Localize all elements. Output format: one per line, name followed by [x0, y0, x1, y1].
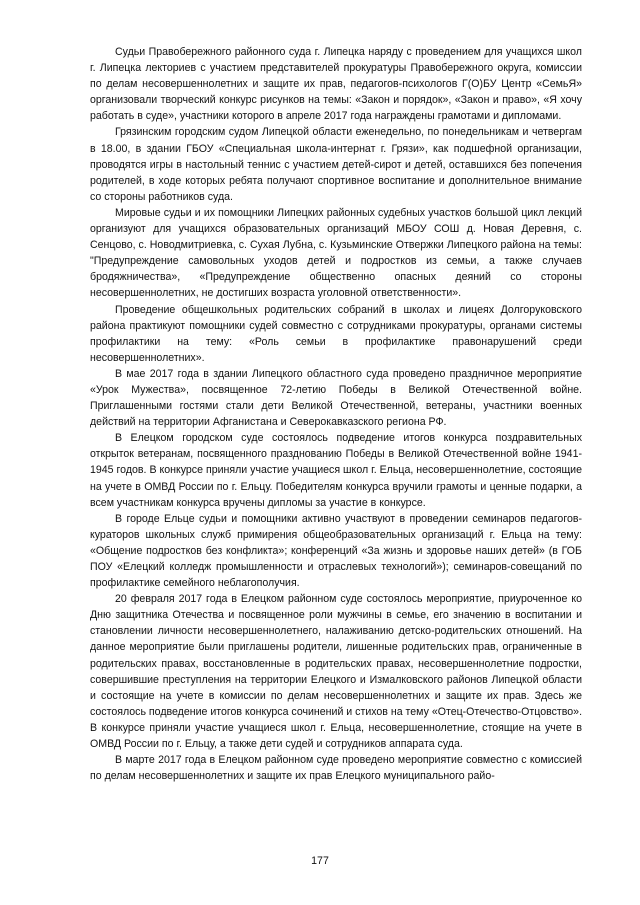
page-number: 177 — [311, 855, 329, 867]
paragraph-yelets-city-contest: В Елецком городском суде состоялось подведение итогов конкурса поздравительных открыток ветеранам, посвященного празднованию Победы в Великой Отечественной войне 1941-1945 годов. В конкурсе приняли участие учащиеся школ г. Ельца, несовершеннолетние, состоящие на учете в ОМВД России по г. Ельцу. Победителям конкурса вручили грамоты и ценные подарки, а всем участникам конкурса вручены дипломы за участие в конкурсе. — [90, 432, 582, 509]
paragraph-magistrate-lectures: Мировые судьи и их помощники Липецких районных судебных участков большой цикл лекций организуют для учащихся образовательных организаций МБОУ СОШ д. Новая Деревня, с. Сенцово, с. Новодмитриевка, с. Сухая Лубна, с. Кузьминские Отвержки Липецкого района на темы: "Предупреждение самовольных уходов детей и подростков из семьи, а также случаев бродяжничества», «Предупреждение общественно опасных деяний со стороны несовершеннолетних, не достигших возраста уголовной ответственности». — [90, 206, 582, 300]
paragraph-defender-day-event: 20 февраля 2017 года в Елецком районном суде состоялось мероприятие, приуроченное ко Дню защитника Отечества и посвященное роли мужчины в семье, его значению в воспитании и становлении личности несовершеннолетнего, налаживанию детско-родительских отношений. На данное мероприятие были приглашены родители, лишенные родительских прав, ограниченные в родительских правах, восстановленные в родительских правах, несовершеннолетние подростки, совершившие преступления на территории Елецкого и Измалковского районов Липецкой области и состоящие на учете в комиссии по делам несовершеннолетних и защите их прав. Здесь же состоялось подведение итогов конкурса сочинений и стихов на тему «Отец-Отечество-Отцовство». В конкурсе приняли участие учащиеся школ г. Ельца, несовершеннолетние, стоящие на учете в ОМВД России по г. Ельцу, а также дети судей и сотрудников аппарата суда. — [90, 593, 583, 751]
paragraph-lesson-of-courage: В мае 2017 года в здании Липецкого областного суда проведено праздничное мероприятие «Урок Мужества», посвященное 72-летию Победы в Великой Отечественной войне. Приглашенными гостями стали дети Великой Отечественной, ветераны, участники военных действий на территории Афганистана и Северокавказского региона РФ. — [90, 367, 582, 429]
paragraph-march-event: В марте 2017 года в Елецком районном суде проведено мероприятие совместно с комиссией по делам несовершеннолетних и защите их прав Елецкого муниципального райо- — [90, 754, 582, 783]
paragraph-pravoberezhny-court: Судьи Правобережного районного суда г. Липецка наряду с проведением для учащихся школ г. Липецка лекториев с участием представителей прокуратуры Правобережного округа, комиссии по делам несовершеннолетних и защите их прав, педагогов-психологов Г(О)БУ Центр «СемьЯ» организовали творческий конкурс рисунков на темы: «Закон и порядок», «Закон и право», «Я хочу работать в суде», участники которого в апреле 2017 года награждены грамотами и дипломами. — [90, 46, 582, 123]
paragraph-parent-meetings: Проведение общешкольных родительских собраний в школах и лицеях Долгоруковского района практикуют помощники судей совместно с сотрудниками прокуратуры, органами системы профилактики на тему: «Роль семьи в профилактике правонарушений среди несовершеннолетних». — [90, 303, 582, 364]
document-body — [90, 44, 582, 784]
paragraph-yelets-seminars: В городе Ельце судьи и помощники активно участвуют в проведении семинаров педагогов-кураторов школьных служб примирения общеобразовательных организаций г. Ельца на тему: «Общение подростков без конфликта»; конференций «За жизнь и здоровье наших детей» (в ГОБ ПОУ «Елецкий колледж промышленности и отраслевых технологий»); семинаров-совещаний по профилактике семейного неблагополучия. — [90, 512, 582, 590]
paragraph-gryazi-court: Грязинским городским судом Липецкой области еженедельно, по понедельникам и четвергам в 18.00, в здании ГБОУ «Специальная школа-интернат г. Грязи», как подшефной организации, проводятся игры в настольный теннис с участием детей-сирот и детей, оставшихся без попечения родителей, в ходе которых ребята получают спортивное воспитание и дополнительное внимание со стороны работников суда. — [90, 126, 582, 203]
